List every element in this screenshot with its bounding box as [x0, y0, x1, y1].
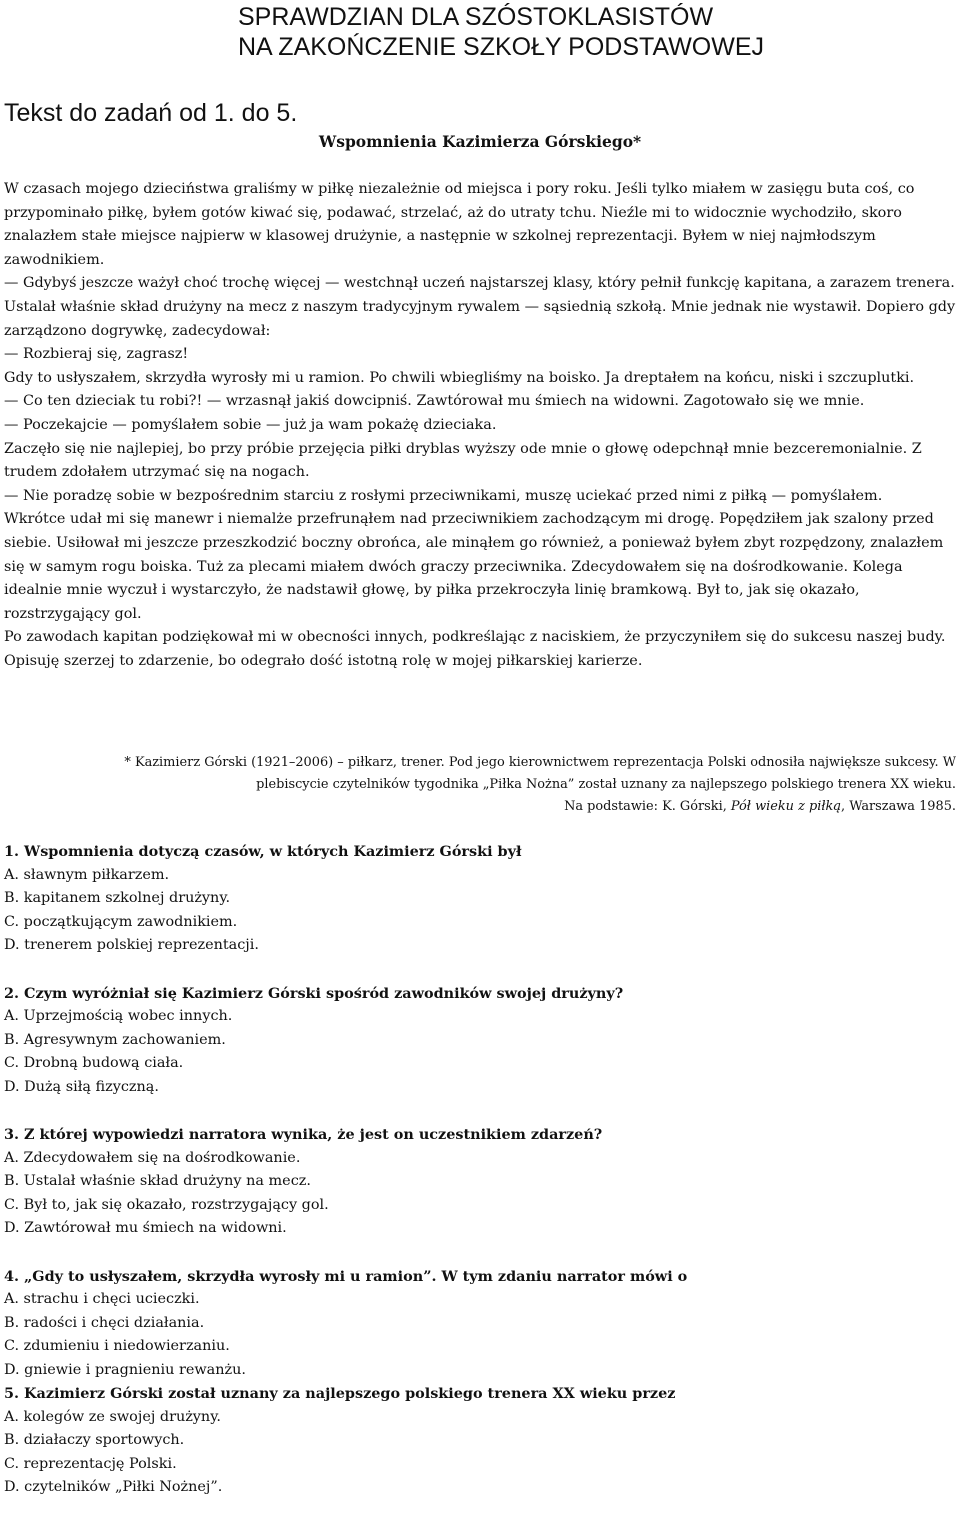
answer-option: B. kapitanem szkolnej drużyny.	[4, 890, 231, 906]
source-book-title: Pół wieku z piłką	[730, 799, 842, 814]
answer-option: C. zdumieniu i niedowierzaniu.	[4, 1338, 230, 1354]
story-paragraph: — Co ten dzieciak tu robi?! — wrzasnął jakiś dowcipniś. Zawtórował mu śmiech na widowni. Zagotowało się we mnie.	[4, 393, 865, 410]
answer-option: B. działaczy sportowych.	[4, 1432, 185, 1448]
story-paragraph: — Poczekajcie — pomyślałem sobie — już ja wam pokażę dzieciaka.	[4, 416, 497, 433]
source-suffix: , Warszawa 1985.	[841, 799, 956, 814]
story-paragraph: Wkrótce udał mi się manewr i niemalże przefrunąłem nad przeciwnikiem zachodzącym mi drogę. Popędziłem jak szalony przed siebie. Usiłował mi jeszcze przeszkodzić boczny obrońca, ale minąłem go również, a ponieważ byłem zbyt rozpędzony, znalazłem się w samym rogu boiska. Tuż za plecami miałem dwóch graczy przeciwnika. Zdecydowałem się na dośrodkowanie. Kolega idealnie mnie wyczuł i wystarczyło, że nadstawił głowę, by piłka przekroczyła linię bramkową. Był to, jak się okazało, rozstrzygający gol.	[4, 511, 944, 622]
question-text: 4. „Gdy to usłyszałem, skrzydła wyrosły mi u ramion”. W tym zdaniu narrator mówi o	[4, 1267, 688, 1285]
exam-title-line-1: SPRAWDZIAN DLA SZÓSTOKLASISTÓW	[238, 3, 714, 31]
story-paragraph: Gdy to usłyszałem, skrzydła wyrosły mi u ramion. Po chwili wbiegliśmy na boisko. Ja dreptałem na końcu, niski i szczuplutki.	[4, 369, 915, 386]
story-paragraph: — Rozbieraj się, zagrasz!	[4, 346, 189, 363]
answer-option: A. Uprzejmością wobec innych.	[4, 1008, 233, 1024]
answer-option: D. gniewie i pragnieniu rewanżu.	[4, 1361, 246, 1378]
question-text: 3. Z której wypowiedzi narratora wynika, że jest on uczestnikiem zdarzeń?	[4, 1126, 603, 1143]
answer-option: D. czytelników „Piłki Nożnej”.	[4, 1479, 223, 1495]
answer-option: A. sławnym piłkarzem.	[4, 866, 170, 883]
story-text	[4, 178, 956, 673]
question-5	[4, 1382, 956, 1500]
footnote-line: plebiscycie czytelników tygodnika „Piłka Nożna” został uznany za najlepszego polskiego trenera XX wieku.	[256, 777, 956, 792]
question-text: 2. Czym wyróżniał się Kazimierz Górski spośród zawodników swojej drużyny?	[4, 984, 624, 1002]
question-text: 1. Wspomnienia dotyczą czasów, w których Kazimierz Górski był	[4, 843, 522, 860]
exam-title-line-2: NA ZAKOŃCZENIE SZKOŁY PODSTAWOWEJ	[238, 33, 765, 61]
answer-option: D. Dużą siłą fizyczną.	[4, 1078, 159, 1095]
story-paragraph: W czasach mojego dzieciństwa graliśmy w piłkę niezależnie od miejsca i pory roku. Jeśli tylko miałem w zasięgu buta coś, co przypominało piłkę, byłem gotów kiwać się, podawać, strzelać, aż do utraty tchu. Nieźle mi to widocznie wychodziło, skoro znalazłem stałe miejsce najpierw w klasowej drużynie, a następnie w szkolnej reprezentacji. Byłem w niej najmłodszym zawodnikiem.	[4, 181, 915, 268]
answer-option: B. Ustalał właśnie skład drużyny na mecz.	[4, 1173, 311, 1189]
answer-option: C. reprezentację Polski.	[4, 1455, 177, 1472]
source-prefix: Na podstawie: K. Górski,	[564, 799, 731, 814]
story-paragraph: — Nie poradzę sobie w bezpośrednim starciu z rosłymi przeciwnikami, muszę uciekać przed nimi z piłką — pomyślałem.	[4, 487, 883, 504]
question-4	[4, 1265, 956, 1383]
answer-option: A. strachu i chęci ucieczki.	[4, 1291, 200, 1307]
task-heading: Tekst do zadań od 1. do 5.	[4, 99, 298, 127]
story-paragraph: Opisuję szerzej to zdarzenie, bo odegrało dość istotną rolę w mojej piłkarskiej karierze.	[4, 652, 643, 669]
question-1	[4, 840, 956, 958]
answer-option: C. początkującym zawodnikiem.	[4, 913, 238, 930]
question-3	[4, 1123, 956, 1241]
answer-option: C. Był to, jak się okazało, rozstrzygający gol.	[4, 1196, 329, 1213]
question-list	[4, 840, 956, 1500]
answer-option: B. radości i chęci działania.	[4, 1314, 205, 1331]
answer-option: C. Drobną budową ciała.	[4, 1055, 184, 1071]
question-2	[4, 982, 956, 1100]
source-citation	[20, 796, 956, 818]
answer-option: A. kolegów ze swojej drużyny.	[4, 1408, 221, 1425]
answer-option: B. Agresywnym zachowaniem.	[4, 1031, 226, 1048]
footnote-line: * Kazimierz Górski (1921–2006) – piłkarz, trener. Pod jego kierownictwem reprezentacja Polski odnosiła największe sukcesy. W	[124, 755, 956, 770]
answer-option: A. Zdecydowałem się na dośrodkowanie.	[4, 1149, 301, 1166]
text-title: Wspomnienia Kazimierza Górskiego*	[318, 132, 642, 151]
story-paragraph: Zaczęło się nie najlepiej, bo przy próbie przejęcia piłki dryblas wyższy ode mnie o głowę odepchnął mnie bezceremonialnie. Z trudem zdołałem utrzymać się na nogach.	[4, 440, 922, 481]
exam-title	[238, 2, 764, 62]
story-paragraph: — Gdybyś jeszcze ważył choć trochę więcej — westchnął uczeń najstarszej klasy, który pełnił funkcję kapitana, a zarazem trenera. Ustalał właśnie skład drużyny na mecz z naszym tradycyjnym rywalem — sąsiednią szkołą. Mnie jednak nie wystawił. Dopiero gdy zarządzono dogrywkę, zadecydował:	[4, 275, 956, 339]
story-paragraph: Po zawodach kapitan podziękował mi w obecności innych, podkreślając z naciskiem, że przyczyniłem się do sukcesu naszej budy.	[4, 629, 946, 646]
answer-option: D. trenerem polskiej reprezentacji.	[4, 937, 259, 953]
answer-option: D. Zawtórował mu śmiech na widowni.	[4, 1220, 287, 1236]
footnote	[20, 752, 956, 818]
question-text: 5. Kazimierz Górski został uznany za najlepszego polskiego trenera XX wieku przez	[4, 1385, 676, 1402]
